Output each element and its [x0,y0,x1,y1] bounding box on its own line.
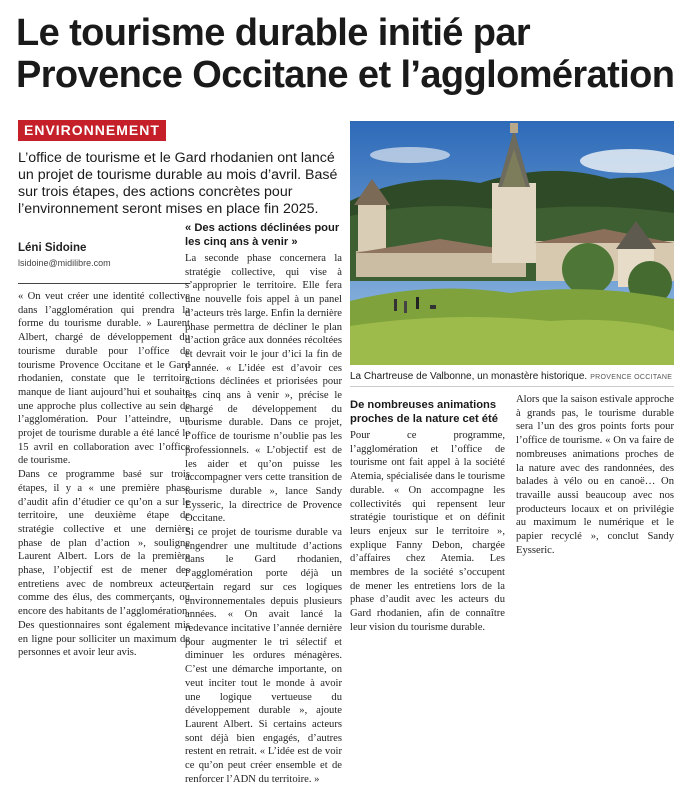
photo-caption [350,371,680,384]
body-paragraph: « On veut créer une identité collective dans l’agglomération qui prendra la forme du tourisme durable. » Laurent Albert, chargé de développement du tourisme durable pour l’office de tourisme Provence Occitane et le Gard rhodanien, constate que le territoire manque de liant aujourd’hui et souhaite une approche plus collective au sein de l’agglomération. Pour l’atteindre, un projet de tourisme durable a été lancé le 15 avril en collaboration avec l’office de tourisme. [18,291,190,467]
body-column-3 [350,393,505,635]
body-paragraph: Si ce projet de tourisme durable va engendrer une multitude d’actions dans le Gard rhodanien, l’agglomération porte déjà un certain regard sur ces logiques environnementales depuis plusieurs années. « On avait lancé la redevance incitative l’année dernière pour augmenter le tri sélectif et diminuer les ordures ménagères. C’est une démarche importante, on veut inciter tout le monde à avoir une logique vertueuse du développement durable », ajoute Laurent Albert. Si certains acteurs sont déjà bien engagés, d’autres restent en retrait. « L’idée est de voir ce qu’on peut créer ensemble et de renforcer l’ADN du territoire. » [185,527,342,785]
subheading: « Des actions déclinées pour les cinq ans à venir » [185,222,340,248]
section-rubric: ENVIRONNEMENT [18,120,166,141]
byline [18,241,208,270]
body-column-1 [18,290,190,660]
article-photo [350,121,674,365]
body-paragraph: Pour ce programme, l’agglomération et l’office de tourisme ont fait appel à la société Atemia, spécialisée dans le tourisme durable. « On accompagne les collectivités qui repensent leur stratégie touristique et on définit leurs enjeux sur le territoire », explique Fanny Debon, chargée d’affaires chez Atemia. Les membres de la société s’occupent de mener les entretiens lors de la phase d’audit avec les acteurs du Gard rhodanien, afin de connaître leur vision du tourisme durable. [350,430,505,633]
lead-paragraph [18,150,338,218]
author-name: Léni Sidoine [18,242,87,254]
body-paragraph: Dans ce programme basé sur trois étapes, il y a « une première phase d’audit afin d’étudier ce qu’on a sur le territoire, une deuxième étape de stratégie collective et une dernière phase de plan d’action », souligne Laurent Albert. Lors de la première phase, l’objectif est de mener des entretiens avec de nombreux acteurs comme des élus, des commerçants, ou encore des habitants de l’agglomération. Des questionnaires sont également mis en ligne pour solliciter un maximum de personnes et avoir leur avis. [18,469,190,659]
body-paragraph: La seconde phase concernera la stratégie collective, qui vise à s’approprier le territoire. Elle fera une nouvelle fois appel à un panel d’acteurs très large. Enfin la dernière phase permettra de décliner le plan d’action grâce aux données récoltées et devrait voir le jour d’ici la fin de l’année. « L’idée est d’avoir ces actions déclinées et priorisées pour les cinq ans à venir », précise le chargé de développement du tourisme durable. Dans ce projet, l’office de tourisme n’oublie pas les professionnels. « L’objectif est de les aider et qu’on puisse les accompagner vers cette transition de tourisme durable », lance Sandy Eysseric, la directrice de Provence Occitane. [185,253,342,525]
caption-text: La Chartreuse de Valbonne, un monastère historique. [350,371,588,382]
byline-divider [18,283,190,284]
caption-divider [350,386,674,387]
body-column-4 [516,393,674,557]
body-column-2 [185,216,342,786]
photo-credit: PROVENCE OCCITANE [590,374,673,381]
lead-text: L’office de tourisme et le Gard rhodanien ont lancé un projet de tourisme durable au mois d’avril. Basé sur trois étapes, des actions concrètes pour l’environnement seront mises en place fin 2025. [18,150,338,217]
headline: Le tourisme durable initié par Provence Occitane et l’agglomération [16,12,675,96]
author-email: lsidoine@midilibre.com [18,258,111,268]
monastery-illustration [350,121,674,365]
subheading: De nombreuses animations proches de la nature cet été [350,399,498,425]
body-paragraph: Alors que la saison estivale approche à grands pas, le tourisme durable sera l’un des gros points forts pour l’office de tourisme. « On va faire de nombreuses animations proches de la nature avec des randonnées, des balades à vélo ou en canoë… On travaille aussi beaucoup avec nos producteurs locaux et on privilégie au maximum le numérique et le papier recyclé », conclut Sandy Eysseric. [516,394,674,556]
